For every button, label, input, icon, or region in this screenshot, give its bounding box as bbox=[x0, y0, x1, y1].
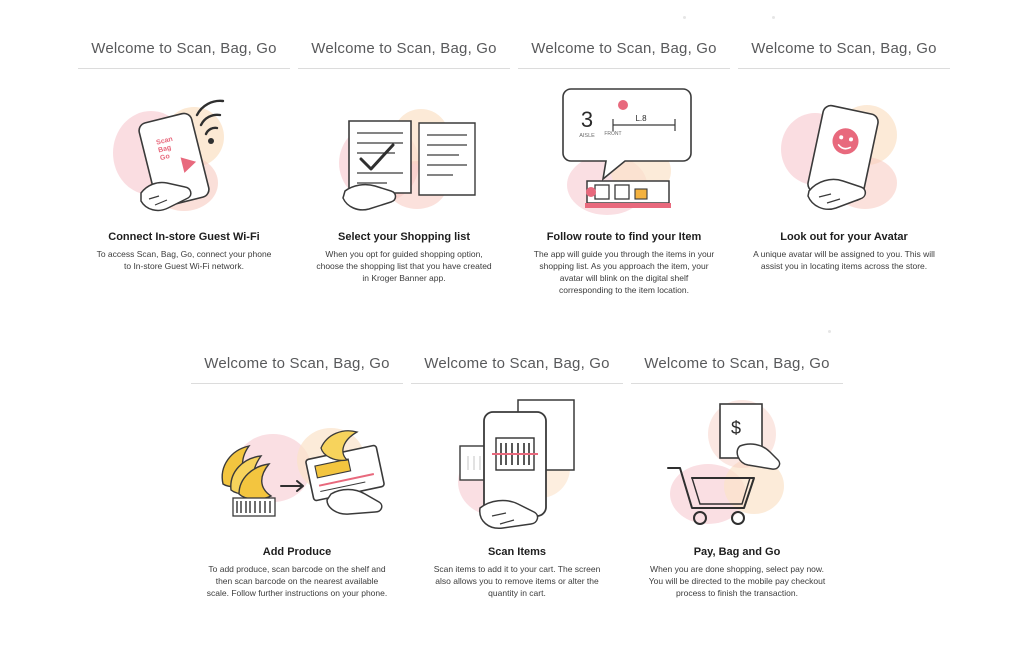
svg-text:Scan: Scan bbox=[155, 135, 174, 147]
card-body-shopping-list: When you opt for guided shopping option, choose the shopping list that you have created in Kroger Banner app. bbox=[316, 249, 492, 284]
card-look-for-avatar[interactable] bbox=[738, 40, 950, 272]
checklist-icon bbox=[298, 75, 510, 227]
decorative-dot bbox=[683, 16, 686, 19]
card-pay-bag-go[interactable] bbox=[631, 355, 843, 599]
card-header-produce: Welcome to Scan, Bag, Go bbox=[191, 355, 403, 384]
card-header-shopping-list: Welcome to Scan, Bag, Go bbox=[298, 40, 510, 69]
card-scan-items[interactable] bbox=[411, 355, 623, 599]
decorative-dot bbox=[772, 16, 775, 19]
aisle-label: AISLE bbox=[579, 133, 595, 139]
svg-text:Go: Go bbox=[159, 153, 171, 163]
currency-symbol: $ bbox=[730, 418, 742, 438]
card-body-wifi: To access Scan, Bag, Go, connect your phone to In-store Guest Wi-Fi network. bbox=[96, 249, 272, 272]
card-header-route: Welcome to Scan, Bag, Go bbox=[518, 40, 730, 69]
card-body-pay: When you are done shopping, select pay now. You will be directed to the mobile pay checkout process to finish the transaction. bbox=[648, 564, 826, 599]
card-body-avatar: A unique avatar will be assigned to you. This will assist you in locating items across the store. bbox=[753, 249, 935, 272]
card-add-produce[interactable] bbox=[191, 355, 403, 599]
svg-text:Bag: Bag bbox=[157, 144, 173, 155]
shelf-label: L.8 bbox=[635, 114, 647, 123]
bananas-barcode-icon bbox=[191, 390, 403, 542]
card-body-route: The app will guide you through the items in your shopping list. As you approach the item, your avatar will blink on the digital shelf corresponding to the item location. bbox=[533, 249, 715, 296]
card-connect-wifi[interactable] bbox=[78, 40, 290, 272]
card-shopping-list[interactable] bbox=[298, 40, 510, 284]
card-title-scan: Scan Items bbox=[487, 546, 547, 558]
card-header-scan: Welcome to Scan, Bag, Go bbox=[411, 355, 623, 384]
card-header-avatar: Welcome to Scan, Bag, Go bbox=[738, 40, 950, 69]
aisle-number: 3 bbox=[580, 107, 594, 132]
card-body-scan: Scan items to add it to your cart. The screen also allows you to remove items or alter the quantity in cart. bbox=[433, 564, 601, 599]
card-title-pay: Pay, Bag and Go bbox=[693, 546, 781, 558]
phone-wifi-icon bbox=[78, 75, 290, 227]
card-title-wifi: Connect In-store Guest Wi-Fi bbox=[108, 231, 260, 243]
card-title-produce: Add Produce bbox=[262, 546, 332, 558]
decorative-dot bbox=[828, 330, 831, 333]
front-label: FRONT bbox=[604, 131, 622, 137]
phone-scan-icon bbox=[411, 390, 623, 542]
card-title-shopping-list: Select your Shopping list bbox=[337, 231, 471, 243]
card-header-pay: Welcome to Scan, Bag, Go bbox=[631, 355, 843, 384]
card-title-route: Follow route to find your Item bbox=[546, 231, 702, 243]
phone-avatar-icon bbox=[738, 75, 950, 227]
card-follow-route[interactable] bbox=[518, 40, 730, 296]
card-body-produce: To add produce, scan barcode on the shelf and then scan barcode on the nearest available scale. Follow further instructions on your phone. bbox=[206, 564, 388, 599]
card-header-wifi: Welcome to Scan, Bag, Go bbox=[78, 40, 290, 69]
cart-pay-icon bbox=[631, 390, 843, 542]
card-title-avatar: Look out for your Avatar bbox=[780, 231, 908, 243]
aisle-shelf-icon bbox=[518, 75, 730, 227]
